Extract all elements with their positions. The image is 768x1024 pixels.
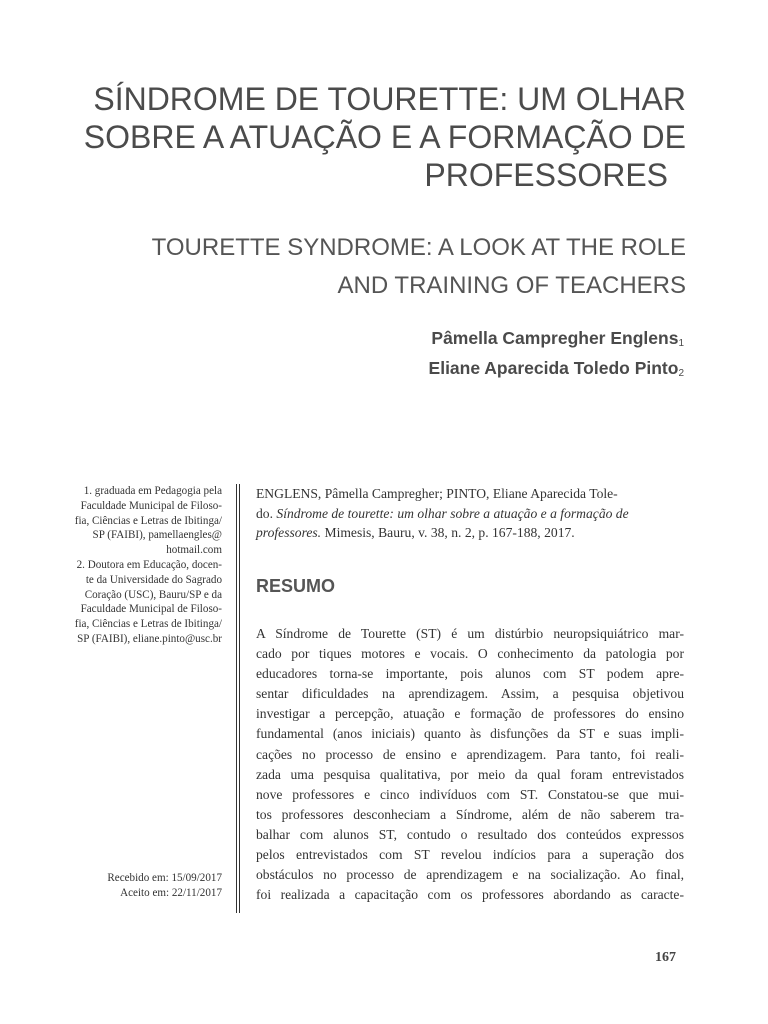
author-name: Eliane Aparecida Toledo Pinto (428, 358, 679, 378)
column-divider (236, 484, 240, 913)
abstract-line: pelos entrevistados com ST revelou indícios para a superação dos (256, 847, 684, 863)
abstract-line: cado por tiques motores e vocais. O conhecimento da patologia por (256, 646, 684, 662)
title-line: PROFESSORES (424, 157, 668, 193)
submission-dates (60, 871, 222, 901)
citation-line (256, 523, 684, 543)
abstract-line: obstáculos no processo de aprendizagem e na socialização. Ao final, (256, 867, 684, 883)
author-note-marker: 1 (678, 338, 684, 349)
author-footnotes (60, 484, 222, 647)
article-title-portuguese (66, 80, 686, 194)
title-line: AND TRAINING OF TEACHERS (337, 272, 686, 299)
abstract-line: A Síndrome de Tourette (ST) é um distúrbio neuropsiquiátrico mar- (256, 626, 684, 641)
abstract-line: foi realizada a capacitação com os professores abordando as caracte- (256, 887, 684, 903)
footnote-line: Coração (USC), Bauru/SP e da (84, 588, 222, 601)
citation-title: professores. (256, 525, 322, 540)
footnote-line: fia, Ciências e Letras de Ibitinga/ (74, 514, 222, 527)
citation-line (256, 504, 684, 524)
article-title-english (66, 229, 686, 305)
citation-text: Mimesis, Bauru, v. 38, n. 2, p. 167-188, 2017. (321, 525, 575, 540)
abstract-line: tos professores desconheciam a Síndrome, além de não saberem tra- (256, 806, 684, 822)
author-note-marker: 2 (678, 368, 684, 379)
footnote-line: Faculdade Municipal de Filoso- (80, 499, 222, 512)
abstract-line: educadores torna-se importante, pois alunos com ST podem apre- (256, 666, 684, 682)
abstract-line: fundamental (anos iniciais) quanto às disfunções da ST e suas impli- (256, 726, 684, 742)
author-1 (264, 326, 684, 356)
citation-reference (256, 484, 684, 543)
footnote-line: te da Universidade do Sagrado (85, 573, 222, 586)
footnote-line: SP (FAIBI), eliane.pinto@usc.br (77, 632, 222, 645)
abstract-line: cações no processo de ensino e aprendizagem. Para tanto, foi reali- (256, 746, 684, 762)
author-name: Pâmella Campregher Englens (431, 328, 679, 348)
title-line: TOURETTE SYNDROME: A LOOK AT THE ROLE (151, 234, 686, 261)
citation-line: ENGLENS, Pâmella Campregher; PINTO, Eliane Aparecida Tole- (256, 486, 618, 501)
author-list (264, 326, 684, 386)
footnote-line: hotmail.com (166, 544, 222, 557)
citation-text: do. (256, 505, 277, 521)
abstract-line: balhar com alunos ST, contudo o resultado dos conteúdos expressos (256, 826, 684, 842)
footnote-line: 1. graduada em Pedagogia pela (83, 485, 222, 497)
abstract-line: nove professores e cinco indivíduos com ST. Constatou-se que mui- (256, 786, 684, 802)
page-number: 167 (655, 950, 676, 965)
author-2 (264, 356, 684, 386)
citation-title: Síndrome de tourette: um olhar sobre a atuação e a formação de (276, 505, 629, 521)
accepted-date: Aceito em: 22/11/2017 (120, 887, 222, 899)
abstract-line: investigar a percepção, atuação e formação de professores do ensino (256, 706, 684, 722)
abstract-line: sentar dificuldades na aprendizagem. Assim, a pesquisa objetivou (256, 686, 684, 702)
abstract-body (256, 624, 684, 905)
footnote-line: SP (FAIBI), pamellaengles@ (92, 529, 222, 542)
section-heading-resumo: RESUMO (256, 576, 336, 596)
abstract-line: zada uma pesquisa qualitativa, por meio da qual foram entrevistados (256, 766, 684, 782)
title-line: SOBRE A ATUAÇÃO E A FORMAÇÃO DE (83, 119, 686, 155)
footnote-line: Faculdade Municipal de Filoso- (80, 603, 222, 616)
title-line: SÍNDROME DE TOURETTE: UM OLHAR (93, 81, 686, 117)
footnote-line: 2. Doutora em Educação, docen- (76, 558, 222, 571)
received-date: Recebido em: 15/09/2017 (107, 872, 222, 884)
footnote-line: fia, Ciências e Letras de Ibitinga/ (74, 618, 222, 631)
